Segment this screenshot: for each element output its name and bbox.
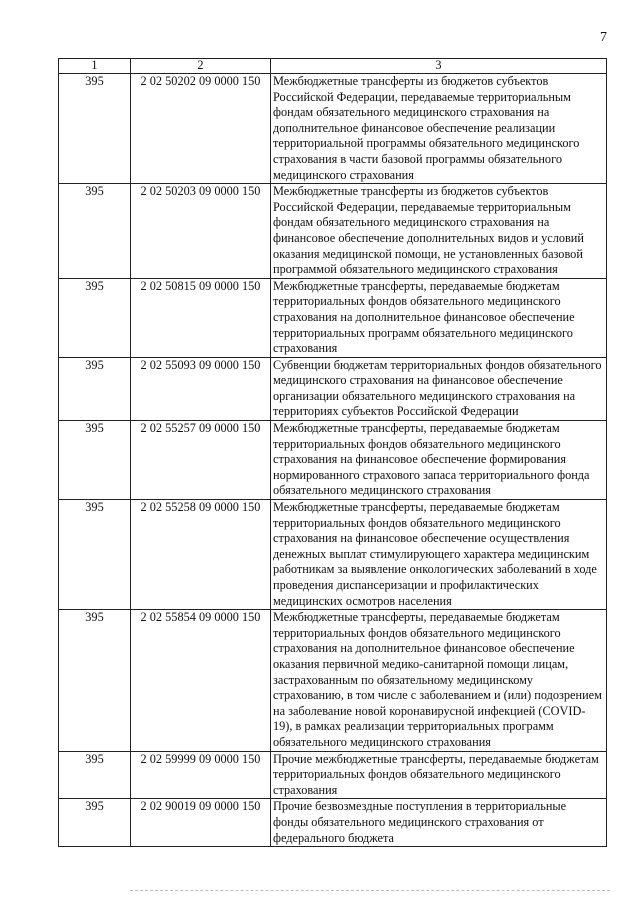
admin-code: 395: [59, 184, 131, 279]
budget-code: 2 02 50815 09 0000 150: [131, 278, 271, 357]
header-col-2: 2: [131, 59, 271, 74]
admin-code: 395: [59, 500, 131, 610]
description: Межбюджетные трансферты, передаваемые бюджетам территориальных фондов обязательного медицинского страхования на дополнительное финансовое обеспечение оказания первичной медико-санитарной помощи лицам, застрахованным по обязательному медицинскому страхованию, в том числе с заболеванием и (или) подозрением на заболевание новой коронавирусной инфекцией (COVID-19), в рамках реализации территориальных программ обязательного медицинского страхования: [271, 610, 607, 751]
budget-code: 2 02 50202 09 0000 150: [131, 74, 271, 184]
budget-code: 2 02 55093 09 0000 150: [131, 357, 271, 420]
description: Межбюджетные трансферты из бюджетов субъектов Российской Федерации, передаваемые территориальным фондам обязательного медицинского страхования на дополнительное финансовое обеспечение реализации территориальной программы обязательного медицинского страхования в части базовой программы обязательного медицинского страхования: [271, 74, 607, 184]
page-number: 7: [600, 30, 607, 45]
table-row: [59, 500, 607, 610]
budget-code: 2 02 90019 09 0000 150: [131, 799, 271, 847]
table-row: [59, 278, 607, 357]
table-row: [59, 421, 607, 500]
header-col-1: 1: [59, 59, 131, 74]
description: Межбюджетные трансферты, передаваемые бюджетам территориальных фондов обязательного медицинского страхования на дополнительное финансовое обеспечение территориальных программ обязательного медицинского страхования: [271, 278, 607, 357]
budget-code: 2 02 55258 09 0000 150: [131, 500, 271, 610]
codes-table: [58, 58, 607, 847]
description: Межбюджетные трансферты, передаваемые бюджетам территориальных фондов обязательного медицинского страхования на финансовое обеспечение формирования нормированного страхового запаса территориального фонда обязательного медицинского страхования: [271, 421, 607, 500]
admin-code: 395: [59, 751, 131, 799]
table-row: [59, 799, 607, 847]
admin-code: 395: [59, 357, 131, 420]
description: Межбюджетные трансферты из бюджетов субъектов Российской Федерации, передаваемые территориальным фондам обязательного медицинского страхования на финансовое обеспечение дополнительных видов и условий оказания медицинской помощи, не установленных базовой программой обязательного медицинского страхования: [271, 184, 607, 279]
admin-code: 395: [59, 421, 131, 500]
admin-code: 395: [59, 610, 131, 751]
description: Прочие безвозмездные поступления в территориальные фонды обязательного медицинского страхования от федерального бюджета: [271, 799, 607, 847]
description: Межбюджетные трансферты, передаваемые бюджетам территориальных фондов обязательного медицинского страхования на финансовое обеспечение осуществления денежных выплат стимулирующего характера медицинским работникам за выявление онкологических заболеваний в ходе проведения диспансеризации и профилактических медицинских осмотров населения: [271, 500, 607, 610]
table-row: [59, 184, 607, 279]
description: Субвенции бюджетам территориальных фондов обязательного медицинского страхования на финансовое обеспечение организации обязательного медицинского страхования на территориях субъектов Российской Федерации: [271, 357, 607, 420]
budget-code: 2 02 50203 09 0000 150: [131, 184, 271, 279]
admin-code: 395: [59, 799, 131, 847]
scan-artifact-line: [130, 890, 610, 892]
table-row: [59, 357, 607, 420]
header-col-3: 3: [271, 59, 607, 74]
admin-code: 395: [59, 278, 131, 357]
table-row: [59, 610, 607, 751]
table-row: [59, 751, 607, 799]
admin-code: 395: [59, 74, 131, 184]
table-row: [59, 74, 607, 184]
budget-code: 2 02 59999 09 0000 150: [131, 751, 271, 799]
budget-code: 2 02 55854 09 0000 150: [131, 610, 271, 751]
budget-code: 2 02 55257 09 0000 150: [131, 421, 271, 500]
description: Прочие межбюджетные трансферты, передаваемые бюджетам территориальных фондов обязательного медицинского страхования: [271, 751, 607, 799]
table-header-row: [59, 59, 607, 74]
